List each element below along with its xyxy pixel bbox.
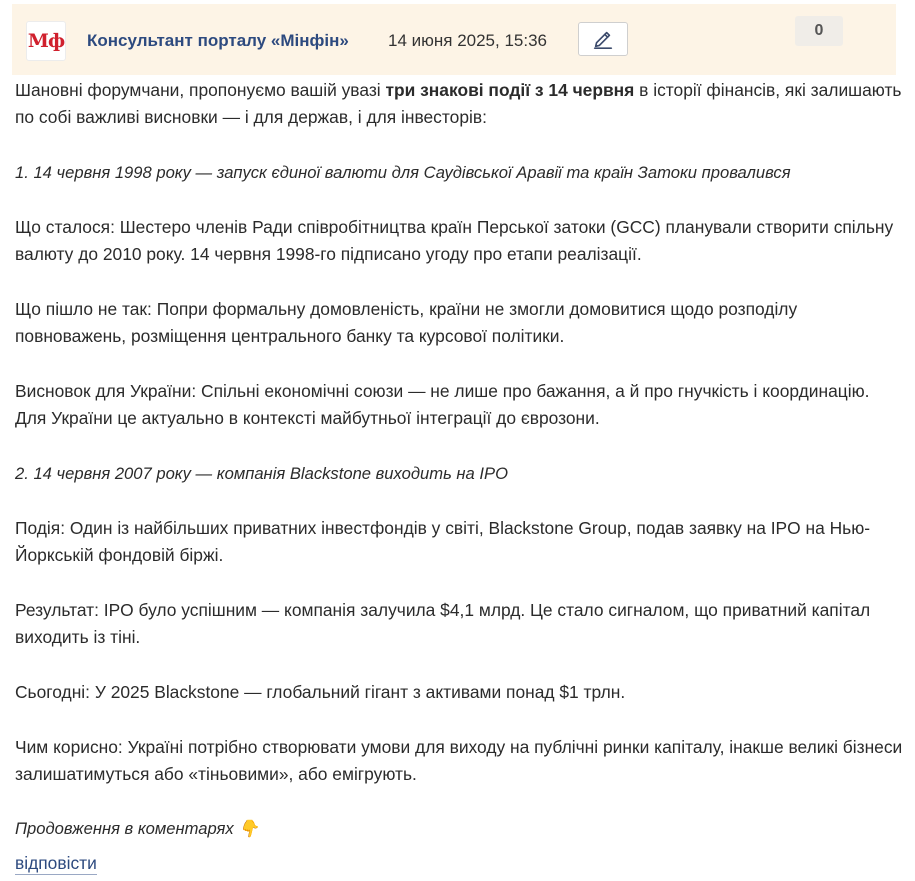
event1-title: 1. 14 червня 1998 року — запуск єдиної валюти для Саудівської Аравії та країн Затоки провалився <box>15 163 791 182</box>
intro-paragraph: Шановні форумчани, пропонуємо вашій увазі три знакові події з 14 червня в історії фінансів, які залишають по собі важливі висновки — і для держав, і для інвесторів: <box>15 80 902 127</box>
minfin-logo[interactable]: Мф <box>26 21 66 61</box>
event2-usefulness: Чим корисно: Україні потрібно створювати умови для виходу на публічні ринки капіталу, інакше великі бізнеси залишатимуться або «тіньовими», або емігрують. <box>15 737 903 784</box>
post-body <box>15 77 905 816</box>
event2-result: Результат: IPO було успішним — компанія залучила $4,1 млрд. Це стало сигналом, що приватний капітал виходить із тіні. <box>15 600 871 647</box>
event2-today: Сьогодні: У 2025 Blackstone — глобальний гігант з активами понад $1 трлн. <box>15 682 626 702</box>
post-header <box>12 4 896 75</box>
continue-in-comments: Продовження в коментарях 👇 <box>15 819 259 838</box>
author-link[interactable]: Консультант порталу «Мінфін» <box>87 31 349 50</box>
event1-what-went-wrong: Що пішло не так: Попри формальну домовленість, країни не змогли домовитися щодо розподілу повноважень, розміщення центрального банку та курсової політики. <box>15 299 798 346</box>
event2-event: Подія: Один із найбільших приватних інвестфондів у світі, Blackstone Group, подав заявку на IPO на Нью-Йоркській фондовій біржі. <box>15 518 871 565</box>
pencil-icon <box>592 28 614 50</box>
intro-highlight: три знакові події з 14 червня <box>385 80 635 100</box>
rating-counter[interactable]: 0 <box>795 16 843 46</box>
reply-link[interactable]: відповісти <box>15 853 97 873</box>
event2-title: 2. 14 червня 2007 року — компанія Blackstone виходить на IPO <box>15 464 508 483</box>
edit-button[interactable] <box>578 22 628 56</box>
event1-what-happened: Що сталося: Шестеро членів Ради співробітництва країн Перської затоки (GCC) планували створити спільну валюту до 2010 року. 14 червня 1998-го підписано угоду про етапи реалізації. <box>15 217 894 264</box>
event1-conclusion: Висновок для України: Спільні економічні союзи — не лише про бажання, а й про гнучкість і координацію. Для України це актуально в контексті майбутньої інтеграції до єврозони. <box>15 381 870 428</box>
post-date: 14 июня 2025, 15:36 <box>388 31 548 50</box>
